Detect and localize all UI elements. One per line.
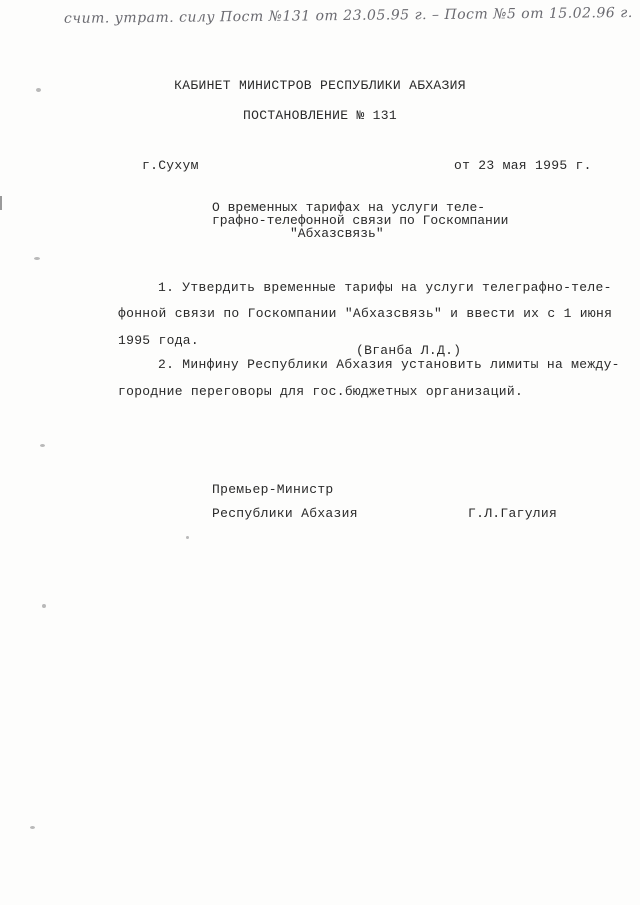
paper-speck — [186, 536, 189, 539]
signatory-name: Г.Л.Гагулия — [468, 506, 558, 521]
cabinet-heading: КАБИНЕТ МИНИСТРОВ РЕСПУБЛИКИ АБХАЗИЯ — [174, 78, 466, 93]
handwritten-annotation: счит. утрат. силу Пост №131 от 23.05.95 г. – Пост №5 от 15.02.96 г. — [63, 4, 633, 27]
paper-speck — [34, 257, 40, 260]
paper-speck — [36, 88, 41, 92]
subject-line: "Абхазсвязь" — [290, 226, 384, 241]
paper-speck — [40, 444, 45, 447]
decree-subject — [212, 201, 508, 240]
clause-1-line: 1. Утвердить временные тарифы на услуги телеграфно-теле- — [158, 280, 612, 295]
clause-2-line: городние переговоры для гос.бюджетных организаций. — [118, 384, 524, 399]
clause-1-line: 1995 года. — [118, 333, 200, 348]
paper-speck — [42, 604, 46, 608]
scan-edge-mark — [0, 196, 2, 210]
issue-city: г.Сухум — [142, 158, 199, 173]
clause-1-line: фонной связи по Госкомпании "Абхазсвязь" и ввести их с 1 июня — [118, 306, 613, 321]
issue-date: от 23 мая 1995 г. — [454, 158, 592, 173]
decree-title: ПОСТАНОВЛЕНИЕ № 131 — [243, 108, 397, 123]
subject-line: О временных тарифах на услуги теле- — [212, 200, 486, 215]
clause-2-line: 2. Минфину Республики Абхазия установить лимиты на между- — [158, 357, 620, 372]
subject-line: графно-телефонной связи по Госкомпании — [212, 213, 509, 228]
signatory-republic: Республики Абхазия — [212, 506, 358, 521]
signatory-title: Премьер-Министр — [212, 482, 334, 497]
responsible-person: (Вганба Л.Д.) — [356, 343, 462, 358]
paper-speck — [30, 826, 35, 829]
